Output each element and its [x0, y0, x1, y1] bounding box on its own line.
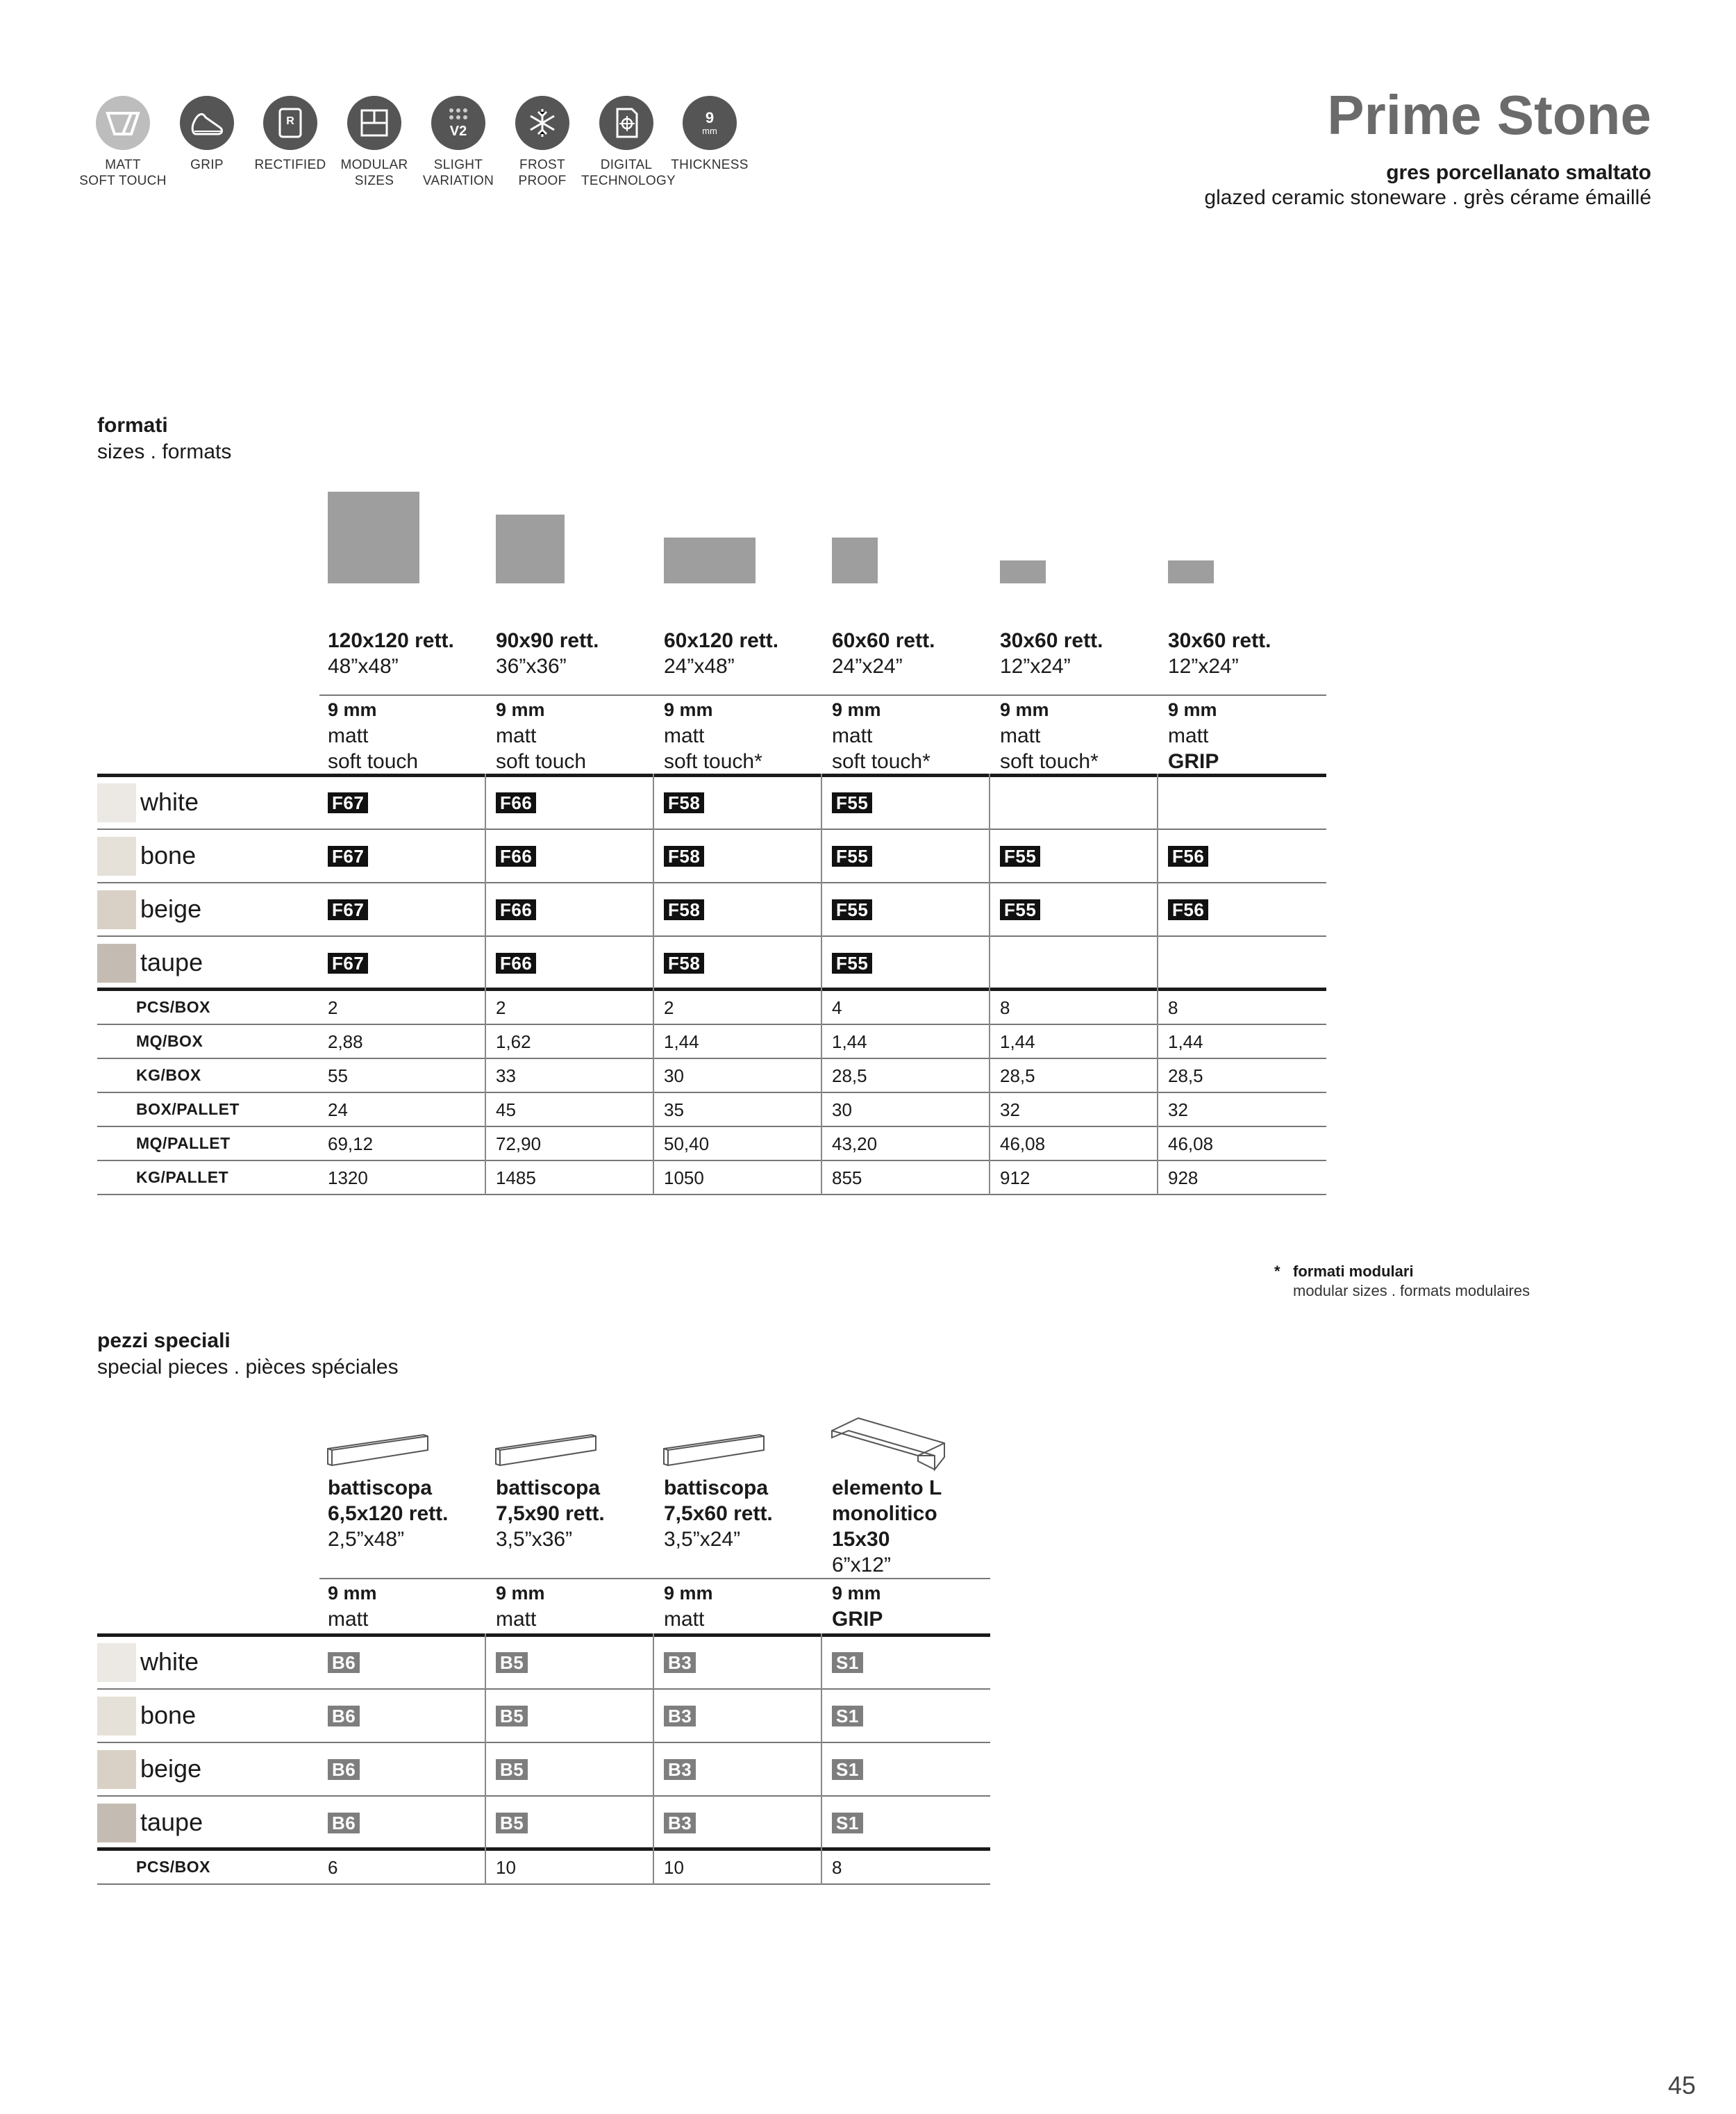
- color-label: beige: [140, 1754, 202, 1783]
- column-divider: [653, 774, 654, 1195]
- matt-soft-touch-feature: [78, 96, 168, 189]
- stat-value: 46,08: [1168, 1133, 1214, 1154]
- special-name: elemento L: [832, 1476, 942, 1499]
- stat-value: 8: [1168, 997, 1178, 1018]
- format-finish: matt: [1000, 724, 1041, 747]
- stat-value: 10: [664, 1857, 684, 1878]
- product-code: S1: [832, 1813, 863, 1833]
- frost-proof-feature: [497, 96, 587, 189]
- stat-value: 45: [496, 1099, 516, 1120]
- thickness-icon: [683, 96, 737, 150]
- format-finish: matt: [328, 724, 369, 747]
- color-swatch: [97, 1804, 136, 1842]
- color-label: beige: [140, 894, 202, 923]
- format-size: 60x60 rett.: [832, 629, 935, 652]
- special-column-header: [832, 1475, 942, 1578]
- special-pieces-subtitle: special pieces . pièces spéciales: [97, 1356, 399, 1379]
- icon-label: RECTIFIED: [254, 158, 326, 172]
- stat-value: 4: [832, 997, 842, 1018]
- format-column-header: [832, 628, 935, 679]
- special-inch: 2,5”x48”: [328, 1528, 405, 1551]
- special-size: 7,5x60 rett.: [664, 1502, 773, 1525]
- stat-value: 30: [664, 1065, 684, 1086]
- color-swatch: [97, 1697, 136, 1736]
- format-surface: GRIP: [1168, 750, 1219, 773]
- svg-text:mm: mm: [702, 126, 717, 136]
- stat-value: 1,62: [496, 1031, 531, 1052]
- stat-value: 2: [664, 997, 674, 1018]
- stat-value: 1,44: [832, 1031, 867, 1052]
- row-divider: [97, 1688, 990, 1690]
- format-column-header: [496, 628, 599, 679]
- digital-technology-feature: [581, 96, 676, 189]
- color-label: bone: [140, 841, 197, 869]
- stat-value: 2: [328, 997, 338, 1018]
- product-code: F66: [496, 953, 536, 974]
- product-code: F66: [496, 792, 536, 813]
- special-size: 15x30: [832, 1528, 890, 1551]
- row-divider: [97, 882, 1326, 883]
- column-divider: [1157, 774, 1158, 1195]
- brand-subtitle-translations: glazed ceramic stoneware . grès cérame émaillé: [1204, 186, 1651, 209]
- stat-value: 6: [328, 1857, 338, 1878]
- modular-sizes-feature: [329, 96, 419, 189]
- divider: [319, 694, 1326, 696]
- brand-subtitle: gres porcellanato smaltato: [1386, 161, 1651, 184]
- icon-label: DIGITAL: [600, 158, 653, 172]
- stat-value: 72,90: [496, 1133, 542, 1154]
- format-size: 60x120 rett.: [664, 629, 779, 652]
- format-finish: matt: [496, 724, 537, 747]
- stat-value: 33: [496, 1065, 516, 1086]
- format-spec: [496, 697, 586, 774]
- footnote-marker: *: [1274, 1263, 1280, 1280]
- product-code: B5: [496, 1813, 528, 1833]
- product-code: F56: [1168, 846, 1208, 867]
- icon-label: SOFT TOUCH: [79, 174, 167, 188]
- product-code: B6: [328, 1706, 360, 1726]
- format-size: 120x120 rett.: [328, 629, 454, 652]
- icon-label: MODULAR: [340, 158, 408, 172]
- icon-label: SIZES: [354, 174, 394, 188]
- product-code: F58: [664, 792, 704, 813]
- stat-value: 28,5: [832, 1065, 867, 1086]
- stat-value: 43,20: [832, 1133, 878, 1154]
- tile-preview-30x60-grip: [1168, 560, 1214, 583]
- special-inch: 3,5”x36”: [496, 1528, 573, 1551]
- special-spec: [832, 1581, 883, 1632]
- stat-value: 1,44: [1000, 1031, 1035, 1052]
- special-name: battiscopa: [664, 1476, 769, 1499]
- column-divider: [653, 1633, 654, 1885]
- color-label: white: [140, 788, 199, 816]
- table-rule: [97, 988, 1326, 991]
- row-divider: [97, 1160, 1326, 1161]
- format-spec: [832, 697, 930, 774]
- column-divider: [485, 1633, 486, 1885]
- format-inch: 24”x48”: [664, 655, 735, 678]
- formats-title: formati: [97, 414, 168, 437]
- special-finish: GRIP: [832, 1608, 883, 1631]
- format-thickness: 9 mm: [1168, 699, 1217, 720]
- product-code: F56: [1168, 899, 1208, 920]
- format-finish: matt: [832, 724, 873, 747]
- stat-value: 28,5: [1168, 1065, 1203, 1086]
- special-size: 6,5x120 rett.: [328, 1502, 449, 1525]
- column-divider: [989, 774, 990, 1195]
- special-column-header: [664, 1475, 773, 1552]
- format-spec: [664, 697, 762, 774]
- format-column-header: [1000, 628, 1103, 679]
- product-code: B3: [664, 1652, 696, 1673]
- icon-label: THICKNESS: [671, 158, 749, 172]
- svg-text:9: 9: [705, 109, 715, 126]
- slight-variation-feature: [413, 96, 503, 189]
- product-code: B3: [664, 1813, 696, 1833]
- stat-label: PCS/BOX: [136, 1858, 211, 1876]
- color-swatch: [97, 944, 136, 983]
- format-surface: soft touch*: [1000, 750, 1099, 773]
- modular-sizes-icon: [347, 96, 401, 150]
- product-code: F66: [496, 899, 536, 920]
- icon-label: TECHNOLOGY: [581, 174, 676, 188]
- product-code: F67: [328, 792, 368, 813]
- format-thickness: 9 mm: [328, 699, 377, 720]
- tile-preview-90x90: [496, 515, 565, 583]
- stat-value: 50,40: [664, 1133, 710, 1154]
- product-code: F67: [328, 899, 368, 920]
- special-size: 7,5x90 rett.: [496, 1502, 605, 1525]
- stat-value: 24: [328, 1099, 348, 1120]
- stat-value: 32: [1000, 1099, 1020, 1120]
- format-finish: matt: [1168, 724, 1209, 747]
- digital-technology-icon: [599, 96, 653, 150]
- special-name: battiscopa: [496, 1476, 601, 1499]
- rectified-feature: [245, 96, 335, 173]
- product-code: B3: [664, 1706, 696, 1726]
- format-surface: soft touch: [496, 750, 587, 773]
- stat-value: 928: [1168, 1167, 1199, 1188]
- color-label: taupe: [140, 1808, 203, 1836]
- row-divider: [97, 935, 1326, 937]
- grip-icon: [180, 96, 234, 150]
- stat-value: 8: [832, 1857, 842, 1878]
- divider: [319, 1578, 990, 1579]
- product-code: F55: [1000, 846, 1040, 867]
- stat-value: 28,5: [1000, 1065, 1035, 1086]
- color-swatch: [97, 837, 136, 876]
- tile-preview-60x120: [664, 538, 756, 583]
- stat-label: MQ/PALLET: [136, 1134, 231, 1152]
- matt-soft-touch-icon: [96, 96, 150, 150]
- icon-label: PROOF: [518, 174, 567, 188]
- column-divider: [821, 774, 822, 1195]
- row-divider: [97, 1092, 1326, 1093]
- color-swatch: [97, 783, 136, 822]
- stat-label: BOX/PALLET: [136, 1100, 240, 1118]
- icon-label: GRIP: [190, 158, 224, 172]
- stat-value: 2: [496, 997, 506, 1018]
- special-thickness: 9 mm: [664, 1583, 713, 1604]
- format-surface: soft touch*: [832, 750, 930, 773]
- svg-text:V2: V2: [449, 124, 467, 139]
- row-divider: [97, 1194, 1326, 1195]
- table-rule: [97, 1633, 990, 1637]
- row-divider: [97, 1024, 1326, 1025]
- special-thickness: 9 mm: [328, 1583, 377, 1604]
- icon-label: SLIGHT: [433, 158, 483, 172]
- product-code: F55: [1000, 899, 1040, 920]
- special-pieces-title: pezzi speciali: [97, 1329, 231, 1352]
- stat-value: 855: [832, 1167, 862, 1188]
- row-divider: [97, 1126, 1326, 1127]
- product-code: F66: [496, 846, 536, 867]
- product-code: B5: [496, 1759, 528, 1780]
- stat-label: KG/PALLET: [136, 1168, 229, 1186]
- rectified-icon: [263, 96, 317, 150]
- format-column-header: [664, 628, 778, 679]
- icon-label: FROST: [519, 158, 565, 172]
- format-inch: 36”x36”: [496, 655, 567, 678]
- tile-preview-30x60: [1000, 560, 1046, 583]
- format-spec: [1000, 697, 1099, 774]
- skirting-board-icon: [662, 1431, 767, 1471]
- format-surface: soft touch: [328, 750, 419, 773]
- product-code: F55: [832, 846, 872, 867]
- format-spec: [328, 697, 418, 774]
- special-inch: 3,5”x24”: [664, 1528, 741, 1551]
- product-code: F55: [832, 953, 872, 974]
- special-spec: [496, 1581, 545, 1632]
- l-step-element-icon: [831, 1417, 947, 1472]
- color-label: taupe: [140, 948, 203, 976]
- color-label: bone: [140, 1701, 197, 1729]
- color-swatch: [97, 890, 136, 929]
- frost-proof-icon: [515, 96, 569, 150]
- tile-preview-60x60: [832, 538, 878, 583]
- special-thickness: 9 mm: [832, 1583, 881, 1604]
- format-size: 30x60 rett.: [1000, 629, 1103, 652]
- stat-value: 32: [1168, 1099, 1188, 1120]
- stat-value: 1485: [496, 1167, 536, 1188]
- format-inch: 24”x24”: [832, 655, 903, 678]
- format-size: 90x90 rett.: [496, 629, 599, 652]
- product-code: F67: [328, 953, 368, 974]
- format-finish: matt: [664, 724, 705, 747]
- stat-value: 1050: [664, 1167, 704, 1188]
- stat-value: 35: [664, 1099, 684, 1120]
- stat-value: 1,44: [1168, 1031, 1203, 1052]
- stat-value: 2,88: [328, 1031, 363, 1052]
- formats-subtitle: sizes . formats: [97, 440, 232, 463]
- row-divider: [97, 1795, 990, 1797]
- column-divider: [485, 774, 486, 1195]
- product-code: S1: [832, 1652, 863, 1673]
- special-thickness: 9 mm: [496, 1583, 545, 1604]
- product-code: S1: [832, 1706, 863, 1726]
- format-thickness: 9 mm: [664, 699, 713, 720]
- stat-label: PCS/BOX: [136, 998, 211, 1016]
- format-column-header: [1168, 628, 1271, 679]
- stat-value: 1320: [328, 1167, 368, 1188]
- special-subname: monolitico: [832, 1502, 937, 1525]
- format-surface: soft touch*: [664, 750, 762, 773]
- stat-value: 55: [328, 1065, 348, 1086]
- table-rule: [97, 1847, 990, 1851]
- row-divider: [97, 1742, 990, 1743]
- product-code: F58: [664, 846, 704, 867]
- product-code: B5: [496, 1652, 528, 1673]
- skirting-board-icon: [494, 1431, 599, 1471]
- page-number: 45: [1667, 2071, 1696, 2099]
- product-code: B5: [496, 1706, 528, 1726]
- row-divider: [97, 1058, 1326, 1059]
- row-divider: [97, 1883, 990, 1885]
- special-column-header: [496, 1475, 605, 1552]
- product-code: B6: [328, 1759, 360, 1780]
- color-swatch: [97, 1750, 136, 1789]
- format-thickness: 9 mm: [496, 699, 545, 720]
- product-code: B6: [328, 1652, 360, 1673]
- stat-value: 69,12: [328, 1133, 374, 1154]
- special-finish: matt: [328, 1608, 369, 1631]
- column-divider: [821, 1633, 822, 1885]
- table-rule: [97, 774, 1326, 777]
- product-code: F58: [664, 953, 704, 974]
- stat-label: KG/BOX: [136, 1066, 201, 1084]
- special-name: battiscopa: [328, 1476, 433, 1499]
- special-finish: matt: [496, 1608, 537, 1631]
- special-spec: [664, 1581, 713, 1632]
- tile-preview-120x120: [328, 492, 419, 583]
- format-inch: 48”x48”: [328, 655, 399, 678]
- special-spec: [328, 1581, 377, 1632]
- brand-title: Prime Stone: [1327, 84, 1651, 146]
- icon-label: VARIATION: [422, 174, 494, 188]
- format-inch: 12”x24”: [1168, 655, 1239, 678]
- color-label: white: [140, 1647, 199, 1676]
- product-code: B3: [664, 1759, 696, 1780]
- slight-variation-icon: [431, 96, 485, 150]
- stat-value: 46,08: [1000, 1133, 1046, 1154]
- thickness-feature: [665, 96, 755, 173]
- product-code: F55: [832, 792, 872, 813]
- stat-value: 30: [832, 1099, 852, 1120]
- product-code: F55: [832, 899, 872, 920]
- svg-text:R: R: [286, 115, 294, 127]
- color-swatch: [97, 1643, 136, 1682]
- stat-value: 912: [1000, 1167, 1030, 1188]
- product-code: F67: [328, 846, 368, 867]
- grip-feature: [162, 96, 252, 173]
- special-finish: matt: [664, 1608, 705, 1631]
- stat-label: MQ/BOX: [136, 1032, 203, 1050]
- product-code: F58: [664, 899, 704, 920]
- skirting-board-icon: [326, 1431, 431, 1471]
- format-inch: 12”x24”: [1000, 655, 1071, 678]
- format-thickness: 9 mm: [832, 699, 881, 720]
- footnote-subtitle: modular sizes . formats modulaires: [1293, 1282, 1530, 1299]
- special-column-header: [328, 1475, 448, 1552]
- format-column-header: [328, 628, 454, 679]
- format-thickness: 9 mm: [1000, 699, 1049, 720]
- format-spec: [1168, 697, 1219, 774]
- product-code: B6: [328, 1813, 360, 1833]
- footnote-title: formati modulari: [1293, 1263, 1414, 1280]
- stat-value: 8: [1000, 997, 1010, 1018]
- stat-value: 1,44: [664, 1031, 699, 1052]
- row-divider: [97, 829, 1326, 830]
- icon-label: MATT: [105, 158, 141, 172]
- special-inch: 6”x12”: [832, 1554, 892, 1576]
- stat-value: 10: [496, 1857, 516, 1878]
- product-code: S1: [832, 1759, 863, 1780]
- format-size: 30x60 rett.: [1168, 629, 1271, 652]
